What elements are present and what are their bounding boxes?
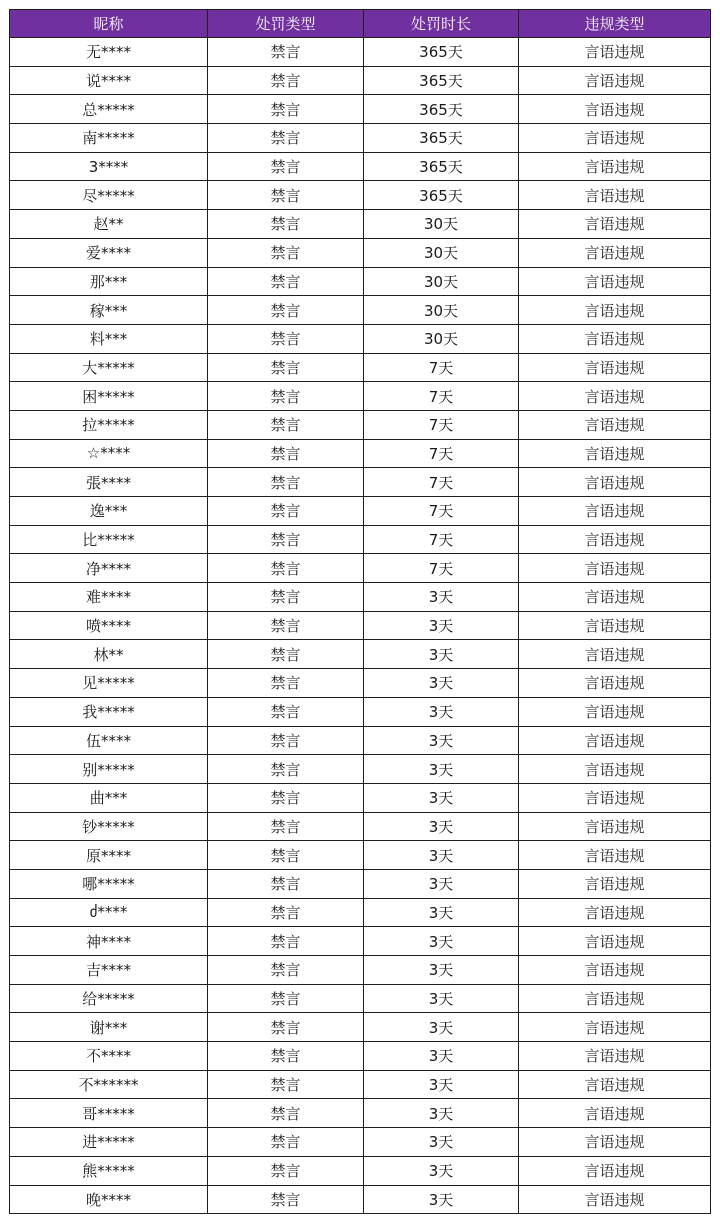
penalty-duration-cell: 7天 [364,525,519,554]
nickname-cell: 钞***** [10,812,208,841]
nickname-cell: 净**** [10,554,208,583]
nickname-cell: 熊***** [10,1156,208,1185]
penalty-type-cell: 禁言 [208,640,364,669]
penalty-duration-cell: 3天 [364,1013,519,1042]
penalty-duration-cell: 3天 [364,1128,519,1157]
violation-type-cell: 言语违规 [519,1185,711,1214]
table-row [10,497,711,526]
penalty-type-cell: 禁言 [208,382,364,411]
penalty-type-cell: 禁言 [208,927,364,956]
penalty-type-cell: 禁言 [208,124,364,153]
header-violation-type: 违规类型 [519,10,711,38]
table-row [10,755,711,784]
nickname-cell: 说**** [10,66,208,95]
penalty-type-cell: 禁言 [208,38,364,67]
penalty-duration-cell: 3天 [364,956,519,985]
violation-type-cell: 言语违规 [519,841,711,870]
violation-type-cell: 言语违规 [519,669,711,698]
table-row [10,726,711,755]
nickname-cell: 给***** [10,984,208,1013]
penalty-duration-cell: 7天 [364,554,519,583]
penalty-duration-cell: 3天 [364,611,519,640]
violation-type-cell: 言语违规 [519,611,711,640]
penalty-duration-cell: 3天 [364,726,519,755]
violation-type-cell: 言语违规 [519,1013,711,1042]
penalty-type-cell: 禁言 [208,324,364,353]
violation-type-cell: 言语违规 [519,755,711,784]
table-row [10,669,711,698]
table-row [10,410,711,439]
nickname-cell: 拉***** [10,410,208,439]
penalty-duration-cell: 3天 [364,927,519,956]
table-row [10,841,711,870]
violation-type-cell: 言语违规 [519,783,711,812]
header-penalty-duration: 处罚时长 [364,10,519,38]
nickname-cell: 总***** [10,95,208,124]
penalty-type-cell: 禁言 [208,468,364,497]
penalty-type-cell: 禁言 [208,497,364,526]
penalty-duration-cell: 365天 [364,66,519,95]
table-row [10,210,711,239]
penalty-duration-cell: 30天 [364,238,519,267]
penalty-type-cell: 禁言 [208,583,364,612]
table-row [10,382,711,411]
penalty-duration-cell: 3天 [364,583,519,612]
table-row [10,1099,711,1128]
nickname-cell: 哪***** [10,869,208,898]
violation-type-cell: 言语违规 [519,697,711,726]
nickname-cell: 难**** [10,583,208,612]
penalty-type-cell: 禁言 [208,1185,364,1214]
penalty-duration-cell: 3天 [364,1099,519,1128]
nickname-cell: ძ**** [10,898,208,927]
table-row [10,181,711,210]
penalty-duration-cell: 3天 [364,755,519,784]
penalty-type-cell: 禁言 [208,1156,364,1185]
header-nickname: 昵称 [10,10,208,38]
table-row [10,152,711,181]
nickname-cell: 逸*** [10,497,208,526]
violation-type-cell: 言语违规 [519,124,711,153]
violation-type-cell: 言语违规 [519,726,711,755]
penalty-type-cell: 禁言 [208,296,364,325]
penalty-duration-cell: 7天 [364,439,519,468]
nickname-cell: 比***** [10,525,208,554]
table-row [10,783,711,812]
nickname-cell: 吉**** [10,956,208,985]
penalty-duration-cell: 3天 [364,898,519,927]
table-row [10,611,711,640]
nickname-cell: 3**** [10,152,208,181]
table-row [10,296,711,325]
nickname-cell: ☆**** [10,439,208,468]
violation-type-cell: 言语违规 [519,267,711,296]
violation-type-cell: 言语违规 [519,38,711,67]
penalty-type-cell: 禁言 [208,152,364,181]
penalty-duration-cell: 3天 [364,1042,519,1071]
nickname-cell: 林** [10,640,208,669]
table-row [10,324,711,353]
violation-type-cell: 言语违规 [519,497,711,526]
violation-type-cell: 言语违规 [519,1156,711,1185]
violation-type-cell: 言语违规 [519,210,711,239]
penalty-type-cell: 禁言 [208,783,364,812]
nickname-cell: 哥***** [10,1099,208,1128]
nickname-cell: 那*** [10,267,208,296]
penalty-duration-cell: 3天 [364,1156,519,1185]
violation-type-cell: 言语违规 [519,812,711,841]
nickname-cell: 料*** [10,324,208,353]
violation-type-cell: 言语违规 [519,525,711,554]
nickname-cell: 不**** [10,1042,208,1071]
table-row [10,95,711,124]
penalty-duration-cell: 30天 [364,296,519,325]
table-row [10,697,711,726]
violation-type-cell: 言语违规 [519,1070,711,1099]
penalty-duration-cell: 3天 [364,812,519,841]
nickname-cell: 喷**** [10,611,208,640]
violation-type-cell: 言语违规 [519,1099,711,1128]
penalty-duration-cell: 30天 [364,210,519,239]
penalty-type-cell: 禁言 [208,1042,364,1071]
penalty-type-cell: 禁言 [208,1099,364,1128]
penalty-type-cell: 禁言 [208,439,364,468]
penalty-duration-cell: 365天 [364,152,519,181]
penalty-duration-cell: 7天 [364,468,519,497]
table-row [10,1185,711,1214]
table-header-row [10,10,711,38]
table-row [10,1128,711,1157]
nickname-cell: 大***** [10,353,208,382]
penalty-type-cell: 禁言 [208,697,364,726]
table-row [10,812,711,841]
table-row [10,38,711,67]
penalty-duration-cell: 3天 [364,783,519,812]
violation-type-cell: 言语违规 [519,640,711,669]
table-row [10,124,711,153]
violation-type-cell: 言语违规 [519,554,711,583]
table-row [10,640,711,669]
penalty-type-cell: 禁言 [208,181,364,210]
violation-type-cell: 言语违规 [519,66,711,95]
penalty-table [9,9,711,1214]
penalty-type-cell: 禁言 [208,841,364,870]
penalty-type-cell: 禁言 [208,956,364,985]
penalty-type-cell: 禁言 [208,525,364,554]
table-body [10,38,711,1214]
table-row [10,1070,711,1099]
penalty-duration-cell: 30天 [364,267,519,296]
penalty-type-cell: 禁言 [208,984,364,1013]
penalty-type-cell: 禁言 [208,238,364,267]
nickname-cell: 伍**** [10,726,208,755]
table-row [10,353,711,382]
penalty-duration-cell: 30天 [364,324,519,353]
nickname-cell: 谢*** [10,1013,208,1042]
nickname-cell: 不****** [10,1070,208,1099]
penalty-type-cell: 禁言 [208,1013,364,1042]
nickname-cell: 无**** [10,38,208,67]
table-row [10,238,711,267]
penalty-type-cell: 禁言 [208,669,364,698]
penalty-duration-cell: 3天 [364,841,519,870]
penalty-duration-cell: 3天 [364,984,519,1013]
penalty-duration-cell: 3天 [364,640,519,669]
violation-type-cell: 言语违规 [519,324,711,353]
header-penalty-type: 处罚类型 [208,10,364,38]
nickname-cell: 張**** [10,468,208,497]
penalty-duration-cell: 3天 [364,669,519,698]
violation-type-cell: 言语违规 [519,1128,711,1157]
penalty-duration-cell: 365天 [364,95,519,124]
violation-type-cell: 言语违规 [519,956,711,985]
penalty-duration-cell: 7天 [364,497,519,526]
nickname-cell: 赵** [10,210,208,239]
penalty-duration-cell: 3天 [364,697,519,726]
violation-type-cell: 言语违规 [519,410,711,439]
violation-type-cell: 言语违规 [519,95,711,124]
nickname-cell: 稼*** [10,296,208,325]
penalty-type-cell: 禁言 [208,611,364,640]
penalty-type-cell: 禁言 [208,1128,364,1157]
penalty-type-cell: 禁言 [208,812,364,841]
nickname-cell: 晚**** [10,1185,208,1214]
violation-type-cell: 言语违规 [519,382,711,411]
penalty-duration-cell: 3天 [364,1185,519,1214]
penalty-type-cell: 禁言 [208,95,364,124]
penalty-type-cell: 禁言 [208,554,364,583]
violation-type-cell: 言语违规 [519,238,711,267]
nickname-cell: 我***** [10,697,208,726]
penalty-type-cell: 禁言 [208,869,364,898]
penalty-type-cell: 禁言 [208,267,364,296]
table-row [10,439,711,468]
penalty-type-cell: 禁言 [208,410,364,439]
violation-type-cell: 言语违规 [519,439,711,468]
penalty-type-cell: 禁言 [208,1070,364,1099]
nickname-cell: 神**** [10,927,208,956]
penalty-type-cell: 禁言 [208,66,364,95]
table-row [10,898,711,927]
violation-type-cell: 言语违规 [519,353,711,382]
violation-type-cell: 言语违规 [519,927,711,956]
table-row [10,1156,711,1185]
penalty-duration-cell: 3天 [364,1070,519,1099]
table-row [10,927,711,956]
penalty-duration-cell: 365天 [364,38,519,67]
penalty-duration-cell: 365天 [364,181,519,210]
penalty-duration-cell: 7天 [364,382,519,411]
table-row [10,956,711,985]
table-row [10,267,711,296]
nickname-cell: 曲*** [10,783,208,812]
penalty-duration-cell: 7天 [364,410,519,439]
penalty-type-cell: 禁言 [208,210,364,239]
nickname-cell: 见***** [10,669,208,698]
table-row [10,525,711,554]
penalty-duration-cell: 3天 [364,869,519,898]
violation-type-cell: 言语违规 [519,181,711,210]
violation-type-cell: 言语违规 [519,984,711,1013]
table-row [10,468,711,497]
penalty-duration-cell: 7天 [364,353,519,382]
penalty-type-cell: 禁言 [208,353,364,382]
table-row [10,1042,711,1071]
nickname-cell: 南***** [10,124,208,153]
nickname-cell: 尽***** [10,181,208,210]
nickname-cell: 困***** [10,382,208,411]
nickname-cell: 爱**** [10,238,208,267]
violation-type-cell: 言语违规 [519,898,711,927]
table-row [10,554,711,583]
nickname-cell: 原**** [10,841,208,870]
penalty-type-cell: 禁言 [208,726,364,755]
table-row [10,66,711,95]
penalty-table-container [9,9,710,1214]
penalty-type-cell: 禁言 [208,755,364,784]
table-row [10,583,711,612]
violation-type-cell: 言语违规 [519,1042,711,1071]
violation-type-cell: 言语违规 [519,152,711,181]
penalty-duration-cell: 365天 [364,124,519,153]
violation-type-cell: 言语违规 [519,296,711,325]
violation-type-cell: 言语违规 [519,869,711,898]
nickname-cell: 进***** [10,1128,208,1157]
nickname-cell: 别***** [10,755,208,784]
violation-type-cell: 言语违规 [519,583,711,612]
table-row [10,1013,711,1042]
table-row [10,984,711,1013]
violation-type-cell: 言语违规 [519,468,711,497]
penalty-type-cell: 禁言 [208,898,364,927]
table-row [10,869,711,898]
